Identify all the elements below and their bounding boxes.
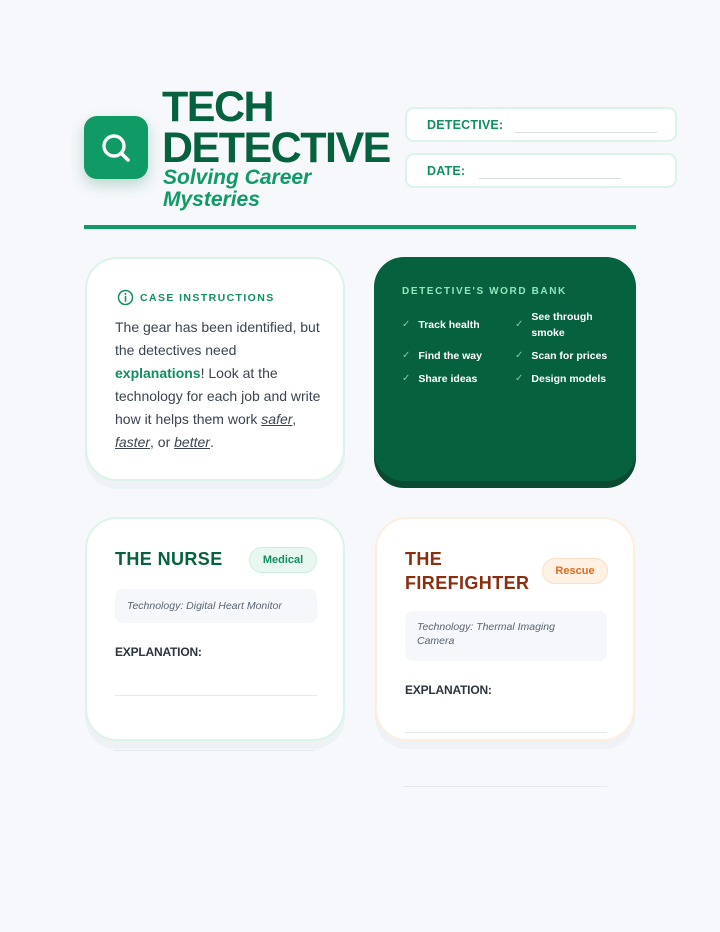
firefighter-answer-line[interactable] [405, 732, 607, 733]
highlight-explanations: explanations [115, 365, 201, 381]
instructions-text: The gear has been identified, but the detectives need explanations! Look at the technology for each job and write how it helps them work safer, faster, or better. [115, 319, 321, 450]
detective-name-field[interactable] [405, 107, 677, 142]
word-bank-title: DETECTIVE'S WORD BANK [402, 286, 567, 297]
nurse-answer-line[interactable] [115, 695, 317, 696]
detective-write-line [515, 132, 657, 133]
word-better: better [174, 434, 210, 450]
check-icon: ✓ [515, 373, 524, 384]
check-icon: ✓ [515, 319, 524, 330]
page-title-line-1: TECH [162, 83, 274, 131]
word-bank-item: ✓ Scan for prices [515, 350, 608, 362]
date-label: DATE: [427, 163, 466, 178]
firefighter-card [375, 517, 635, 741]
word-faster: faster [115, 434, 151, 450]
check-icon: ✓ [402, 319, 411, 330]
page-title-line-2: DETECTIVE [162, 124, 390, 172]
check-icon: ✓ [515, 350, 524, 361]
header-divider [84, 225, 636, 229]
logo-badge [84, 116, 148, 179]
nurse-answer-line[interactable] [113, 750, 315, 751]
word-bank-item: ✓ Share ideas [402, 373, 478, 385]
instructions-heading-text: CASE INSTRUCTIONS [140, 291, 275, 304]
info-icon [117, 289, 134, 306]
case-instructions-card [85, 257, 345, 481]
page-subtitle: Solving Career Mysteries [163, 166, 312, 211]
date-field[interactable] [405, 153, 677, 188]
nurse-title: THE NURSE [115, 549, 223, 569]
nurse-card [85, 517, 345, 741]
instructions-heading [117, 289, 275, 306]
word-bank-item: ✓ Find the way [402, 350, 482, 362]
word-bank-item: ✓ Design models [515, 373, 607, 385]
firefighter-title: THE FIREFIGHTER [405, 549, 530, 593]
word-bank-item: ✓ Track health [402, 319, 480, 331]
check-icon: ✓ [402, 373, 411, 384]
date-write-line [479, 178, 621, 179]
nurse-technology: Technology: Digital Heart Monitor [115, 589, 317, 623]
firefighter-explanation-label: EXPLANATION: [405, 683, 492, 697]
check-icon: ✓ [402, 350, 411, 361]
search-icon [99, 131, 133, 165]
word-bank-card [374, 257, 636, 481]
nurse-explanation-label: EXPLANATION: [115, 645, 202, 659]
medical-badge: Medical [249, 547, 317, 573]
detective-label: DETECTIVE: [427, 117, 504, 132]
rescue-badge: Rescue [542, 558, 608, 584]
word-safer: safer [261, 411, 293, 427]
firefighter-technology: Technology: Thermal Imaging Camera [405, 611, 607, 661]
firefighter-answer-line[interactable] [403, 786, 607, 787]
word-bank-item: ✓ See through smoke [515, 311, 593, 339]
